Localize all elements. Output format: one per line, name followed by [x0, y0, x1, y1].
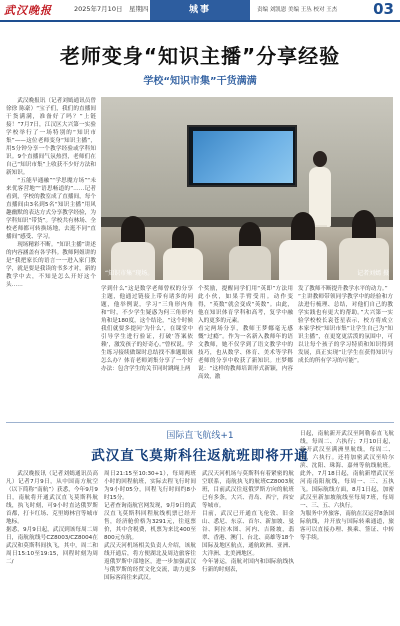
photo-student-figure [163, 222, 203, 280]
article-photo [101, 97, 393, 280]
photo-student-figure [229, 218, 271, 280]
paragraph: 武汉晚报讯（记者刘嫣通讯员高凡）记者7月9日，从中国南方航空（以下简称“南航”）获悉，今年9月9日，南航将开通武汉直飞莫斯科航线，执飞时刻，可9小时直达俄罗斯首都，打卡红场、克里姆林宫等城市地标。 据悉，9月9日起，武汉到该每周二周日，南航航线号CZ8003/CZ8004在武汉和莫斯科间执飞，其中，周二和周日15:10至19:15，回程时刻为周二/ [6, 471, 98, 565]
article-column-3 [198, 285, 293, 413]
paragraph: 个奖励，提醒同学们用“英即”方法用此小伙，如果手臂受用。动作变得，“英数”就会变成“英数”。由此，他在知识体育学科和高考，复学中融入的更多的元素。 看完两场分享，教师王梦娜毫无感慨“过瘾”。作为一名新入教师年的语文教师，她不仅学到了语文教学中的技巧，也从数学、体育、美术等学科老师的分享中收获了新知识。庄梦娜说：“这样的教师培训形式新颖，内容高效，激 [198, 286, 293, 380]
article-kicker: 国际直飞航线+1 [166, 431, 234, 441]
photo-credit: 记者刘嫣 摄 [357, 270, 389, 277]
article-column-4 [298, 285, 393, 413]
photo-display-screen [187, 125, 297, 187]
article-column-6 [104, 470, 196, 618]
photo-student-figure [279, 206, 327, 280]
paragraph: 武汉天河机场与莫斯科有着紧密的航空联系，南航执飞的航班CZ8003航班，目前武汉往返俄罗斯方向的航班已有多条，大兴、青岛、西宁，西安等城市。 目前，武汉已开通直飞伦敦、旧金山、悉尼、东京、首尔、新加坡、曼谷、阿拉木图、河内、吉隆坡，翡翠、香港、澳门、台北、高雄等18个国际及地区航点，通航欧洲、亚洲、大洋洲、北美洲地区。 今年暑运，南航对国内和国际航线执行新的时刻表， [202, 471, 294, 573]
paragraph: “五能早通融”“学思魔方场”“未来优客营地”“语思畅道的”……记者看到，学校的教室成了直播间，每个直播间由3名到5名“知识主播”用风趣幽默的表达方式分享教学经验，为学科知识“带货”。学校共有林场、全校老师都可转换场地，去逛不同“直播间”感受、学习。 [6, 178, 96, 240]
photo-caption: “知识市集”现场。 [105, 270, 154, 277]
section-divider [6, 422, 394, 423]
paragraph: 武汉晚报讯（记者刘嫣通讯员曾徐徐 陈豪）“宝子们，我们的直播间干货满满，准备好了吗？”上链接！”7月7日，江汉区大兴第一实验学校举行了一场特别的“知识市集”——这位老师变身“知识主播”，用5分钟分享一个教学经验或学科知识。9个直播间气氛热烈，老师们在自己“知识市集”上收获不少好方法和新知识。 [6, 98, 96, 176]
article-column-7 [202, 470, 294, 618]
page-number: 03 [373, 0, 394, 18]
paragraph: 学到什么”这是数学老师曾权的分享主题，他通过链接上带有诸多的问题，他举例说，学习“三角形内角和”时，不少学生疑惑为何三角形内角和是180度，这个结论，“这个时候我们就要多提问‘为什么’，在课堂中引导学生进行验证，打破‘答案依赖’，激发孩子的好奇心。”曾权说。学生练习接续做课时总结找不准题眼该怎么办？体育老师刘集分享了一个好办法：包含学生的关节同时跳绳上两 [101, 286, 193, 372]
editors-credit: 责编 刘凯恩 美编 王丛 校对 王杰 [257, 7, 338, 13]
paragraph: 日起，南航新开武汉至阿勒泰直飞航线，每周二、六执行；7月10日起，新开武汉至满洲里航线，每周二、四、六执行。还将加密武汉至哈尔滨、沈阳、珠海、嘉州等航线航班。此外，7月18日起，南航新增武汉至河南南阳航线，每周一、三、五执飞。国际航线方面，8月1日起，加密武汉至新加坡航线至每周7班，每周一、三、五、六执行。 为服务中外旅客，南航在汉运营8条国际航线，并开放与国际转乘通道，旅客可以直接办理、换乘、签证、中转等手续。 [300, 431, 394, 541]
paragraph: 现场精彩不断。“知识主播”讲述的内容涵盖有各学科。教师阿姐讲的是“我把家长的语言一一进入家门教学，就是要是我读的书多才对，新的教学中去，不知是怎么开好这个头…… [6, 242, 96, 288]
article-column-5 [6, 470, 98, 618]
article-column-2 [101, 285, 193, 413]
page-header [0, 0, 400, 22]
newspaper-logo: 武汉晚报 [4, 4, 52, 17]
article-column-1 [6, 97, 96, 412]
article-headline: 武汉直飞莫斯科往返航班即将开通 [91, 448, 309, 464]
issue-date: 2025年7月10日 星期四 [74, 5, 149, 13]
paragraph: 发了教师不断提升教学水平的动力。” “主讲教师带领同学教学中的经验和方法进行梳理、总结，对他们自己的教学实践也有更大的帮助。”大兴第一实验学校校长袁苍星表示，校方将成立本家学校“知识市集”让学生自己为“知识主播”，在更宽更活泼的氛围中，可以让每个孩子的学习特质和知识得到发展，真正实现“让学生在获得知识与成长的所有学习的可能”。 [298, 286, 393, 364]
section-tab: 城事 [150, 0, 250, 20]
paragraph: 周日21:15至10:30+1），每周两班小时的回程航班，实际去程飞行时间为9小时05分，回程飞行时间约8小时15分。 记者查询南航官网发现，9月9日的武汉直飞莫斯科回程航线机票已经开售，经济舱价格为3291元，往返票价，其中含税费，机票为来比400至800元东航。 武汉天河机场相关负责人介绍，该航线开通后，将方便湖北及周边旅客往返俄罗斯中部地区，进一步加强武汉与俄罗斯的经贸文化交流，助力更多国际客商往来武汉。 [104, 471, 196, 581]
article-column-8 [300, 430, 394, 618]
article-subheadline: 学校“知识市集”干货满满 [143, 76, 257, 87]
article-headline: 老师变身“知识主播”分享经验 [59, 44, 341, 68]
